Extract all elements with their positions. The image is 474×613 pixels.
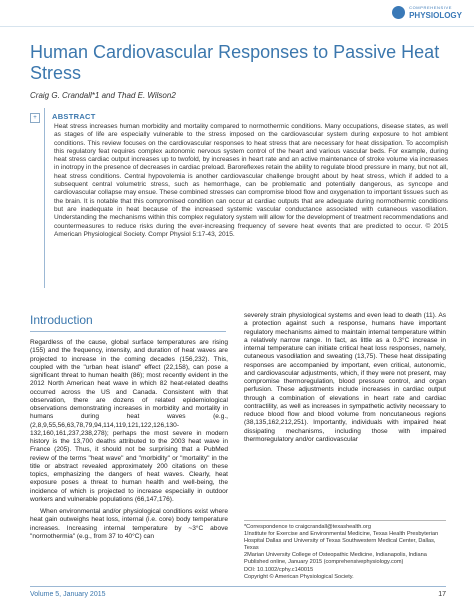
footnote-doi[interactable]: DOI: 10.1002/cphy.c140015 xyxy=(244,566,314,573)
footer-page-number: 17 xyxy=(438,591,446,598)
footnote-rule xyxy=(244,520,446,521)
abstract-text: Heat stress increases human morbidity and mortality compared to normothermic conditions. Many occupations, disease states, as well as stages of life are especially vulnerable to the stress imposed on the cardiovascular system during exposure to hot ambient conditions. This review focuses on the cardiovascular responses to heat stress that are necessary for heat dissipation. To accomplish this regulatory feat requires complex autonomic nervous system control of the heart and various vascular beds. For example, during heat stress cardiac output increases up to twofold, by increases in heart rate and an active maintenance of stroke volume via increases in inotropy in the presence of decreases in cardiac preload. Baroreflexes retain the ability to regulate blood pressure in many, but not all, heat stress conditions. Central hypovolemia is another cardiovascular challenge brought about by heat stress, which if added to a subsequent central volumetric stress, such as hemorrhage, can be problematic and potentially dangerous, as syncope and cardiovascular collapse may ensue. These combined stresses can compromise blood flow and oxygenation to important tissues such as the brain. It is notable that this compromised condition can occur at cardiac outputs that are adequate during normothermic conditions but are inadequate in heat because of the increased systemic vascular conductance associated with cutaneous vasodilation. Understanding the mechanisms within this complex regulatory system will allow for the development of treatment recommendations and countermeasures to reduce risks during the ever-increasing frequency of severe heat events that are predicted to occur. © 2015 American Physiological Society. Compr Physiol 5:17-43, 2015. xyxy=(54,123,448,238)
footnote-affiliation-2: 2Marian University College of Osteopathic Medicine, Indianapolis, Indiana xyxy=(244,552,427,559)
footnote-published: Published online, January 2015 (comprehensivephysiology.com) xyxy=(244,559,404,566)
footer-rule xyxy=(30,586,446,587)
footnote-correspondence[interactable]: *Correspondence to craigcrandall@texashealth.org xyxy=(244,524,371,530)
introduction-paragraph-1: Regardless of the cause, global surface temperatures are rising (155) and the frequency, intensity, and duration of heat waves are projected to increase in the coming decades (156,232). This, coupled with the "urban heat island" effect (22,158), can pose a significant threat to human health (86); most recently evident in the 2012 North American heat wave in which 82 heat-related deaths occurred across the US and Canada. Consistent with that observation, there are dozens of related epidemiological observations demonstrating increases in morbidity and mortality in humans during heat waves (e.g., (2,8,9,55,56,63,78,79,94,114,119,121,122,126,130-132,160,161,237,238,278); perhaps the most severe in modern history is the 13,700 deaths attributed to the 2003 heat wave in France (205). Thus, it should not be surprising that a PubMed review of the terms "heat wave" and "morbidity" or "mortality" in the title or abstract revealed approximately 200 citations on these topics, emphasizing the dangers of heat waves. Clearly, heat exposure poses a threat to human health and well-being, the incidence of which is projected to increase especially in outdoor workers and vulnerable populations (66,147,176). xyxy=(30,339,228,503)
introduction-rule xyxy=(30,331,226,332)
footnote-affiliation-1: 1Institute for Exercise and Environmental Medicine, Texas Health Presbyterian Hospital Dallas and University of Texas Southwestern Medical Center, Dallas, Texas xyxy=(244,531,439,552)
footnote-copyright: Copyright © American Physiological Society. xyxy=(244,573,354,580)
journal-logo-text xyxy=(409,5,462,20)
expand-abstract-icon[interactable]: + xyxy=(30,113,40,123)
footer-volume: Volume 5, January 2015 xyxy=(30,591,106,598)
journal-logo-large: PHYSIOLOGY xyxy=(409,11,462,20)
article-title: Human Cardiovascular Responses to Passive Heat Stress xyxy=(30,42,440,83)
abstract-heading: ABSTRACT xyxy=(52,112,96,121)
article-authors: Craig G. Crandall*1 and Thad E. Wilson2 xyxy=(30,91,176,100)
journal-logo-icon xyxy=(392,6,405,19)
introduction-paragraph-2: When environmental and/or physiological conditions exist where heat gain outweighs heat loss, internal (i.e. core) body temperature increases. Increasing internal temperature by ~3°C above "normothermia" (e.g., from 37 to 40°C) can xyxy=(30,508,228,540)
introduction-heading: Introduction xyxy=(30,313,93,327)
introduction-left-column xyxy=(30,339,228,545)
journal-logo-small: COMPREHENSIVE xyxy=(409,5,453,10)
introduction-right-column: severely strain physiological systems and even lead to death (11). As a protection against such a response, humans have important regulatory mechanisms aimed to maintain internal temperature within a relatively narrow range. In fact, as little as a 0.3°C increase in internal temperature can initiate critical heat loss responses, namely, cutaneous vasodilation and sweating (13,75). These heat dissipating responses are accompanied by important, even critical, autonomic, and cardiovascular adjustments, which, if they were not present, may compromise thermoregulation, blood pressure control, and organ perfusion. These adjustments include increases in cardiac output through a combination of elevations in heart rate and cardiac contractility, as well as increases in sympathetic activity necessary to reduce blood flow and blood volume from noncutaneous regions (38,135,162,212,251). Importantly, individuals with impaired heat dissipating mechanisms, including those with impaired thermoregulatory and/or cardiovascular xyxy=(244,312,446,443)
footnotes xyxy=(244,524,446,581)
abstract-divider xyxy=(44,108,45,288)
journal-logo xyxy=(392,5,462,20)
